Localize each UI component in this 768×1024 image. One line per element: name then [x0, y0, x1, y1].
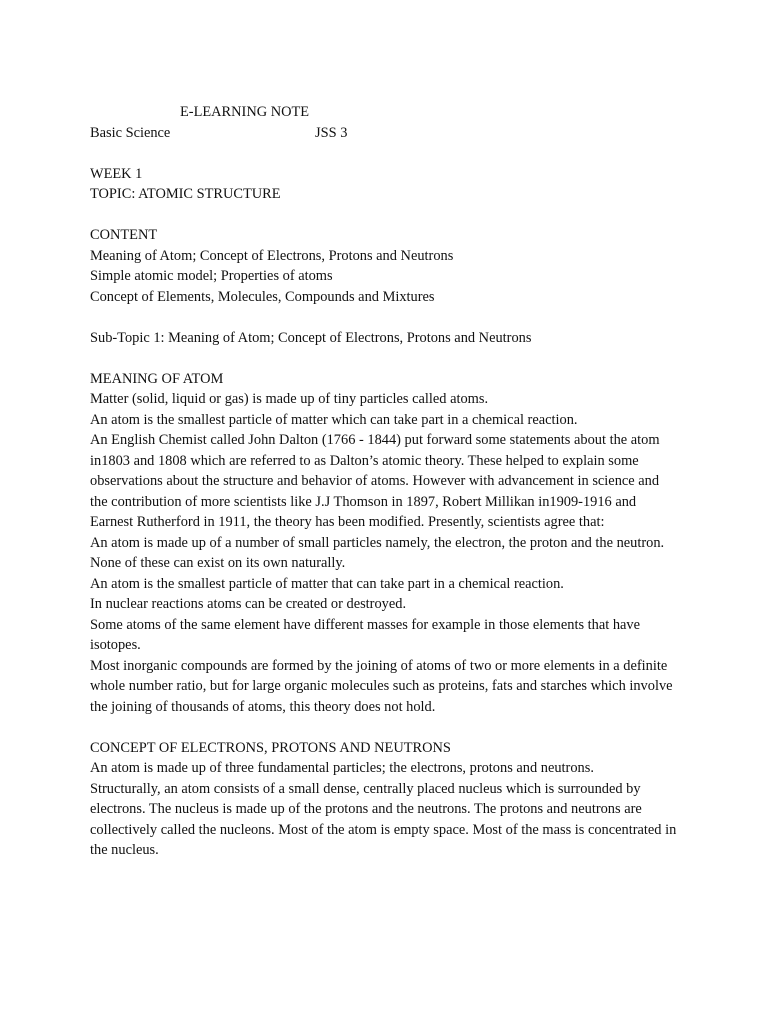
- concept-heading: CONCEPT OF ELECTRONS, PROTONS AND NEUTRONS: [90, 739, 451, 756]
- paragraph: Most inorganic compounds are formed by the joining of atoms of two or more elements in a definite whole number ratio, but for large organic molecules such as proteins, fats and starches which involve the joining of thousands of atoms, this theory does not hold.: [90, 657, 673, 715]
- paragraph: Matter (solid, liquid or gas) is made up of tiny particles called atoms.: [90, 391, 489, 407]
- class-label: JSS 3: [315, 124, 348, 141]
- topic-label: TOPIC: ATOMIC STRUCTURE: [90, 186, 281, 202]
- paragraph: An atom is made up of a number of small particles namely, the electron, the proton and the neutron. None of these can exist on its own naturally.: [90, 534, 665, 571]
- content-item: Simple atomic model; Properties of atoms: [90, 268, 333, 284]
- spacer: [90, 307, 680, 328]
- subject-label: Basic Science: [90, 124, 171, 141]
- paragraph: An atom is made up of three fundamental particles; the electrons, protons and neutrons.: [90, 760, 594, 776]
- paragraph: In nuclear reactions atoms can be created or destroyed.: [90, 596, 407, 612]
- subject-class-row: [90, 123, 680, 144]
- paragraph: An atom is the smallest particle of matter that can take part in a chemical reaction.: [90, 575, 564, 592]
- paragraph: Some atoms of the same element have different masses for example in those elements that have isotopes.: [90, 616, 640, 653]
- content-item: Meaning of Atom; Concept of Electrons, Protons and Neutrons: [90, 247, 454, 264]
- meaning-of-atom-heading: MEANING OF ATOM: [90, 370, 224, 387]
- document-title: E-LEARNING NOTE: [180, 104, 310, 120]
- content-heading: CONTENT: [90, 227, 158, 243]
- subtopic-heading: Sub-Topic 1: Meaning of Atom; Concept of Electrons, Protons and Neutrons: [90, 329, 532, 346]
- paragraph: Structurally, an atom consists of a small dense, centrally placed nucleus which is surrounded by electrons. The nucleus is made up of the protons and the neutrons. The protons and neutrons are collectively called the nucleons. Most of the atom is empty space. Most of the mass is concentrated in the nucleus.: [90, 780, 677, 858]
- spacer: [90, 348, 680, 369]
- spacer: [90, 717, 680, 738]
- paragraph: An English Chemist called John Dalton (1766 - 1844) put forward some statements about the atom in1803 and 1808 which are referred to as Dalton’s atomic theory. These helped to explain some observations about the structure and behavior of atoms. However with advancement in science and the contribution of more scientists like J.J Thomson in 1897, Robert Millikan in1909-1916 and Earnest Rutherford in 1911, the theory has been modified. Presently, scientists agree that:: [90, 432, 660, 530]
- spacer: [90, 205, 680, 226]
- document-page: [90, 102, 680, 861]
- spacer: [90, 143, 680, 164]
- paragraph: An atom is the smallest particle of matter which can take part in a chemical reaction.: [90, 411, 578, 428]
- week-label: WEEK 1: [90, 165, 143, 182]
- content-item: Concept of Elements, Molecules, Compounds and Mixtures: [90, 288, 435, 305]
